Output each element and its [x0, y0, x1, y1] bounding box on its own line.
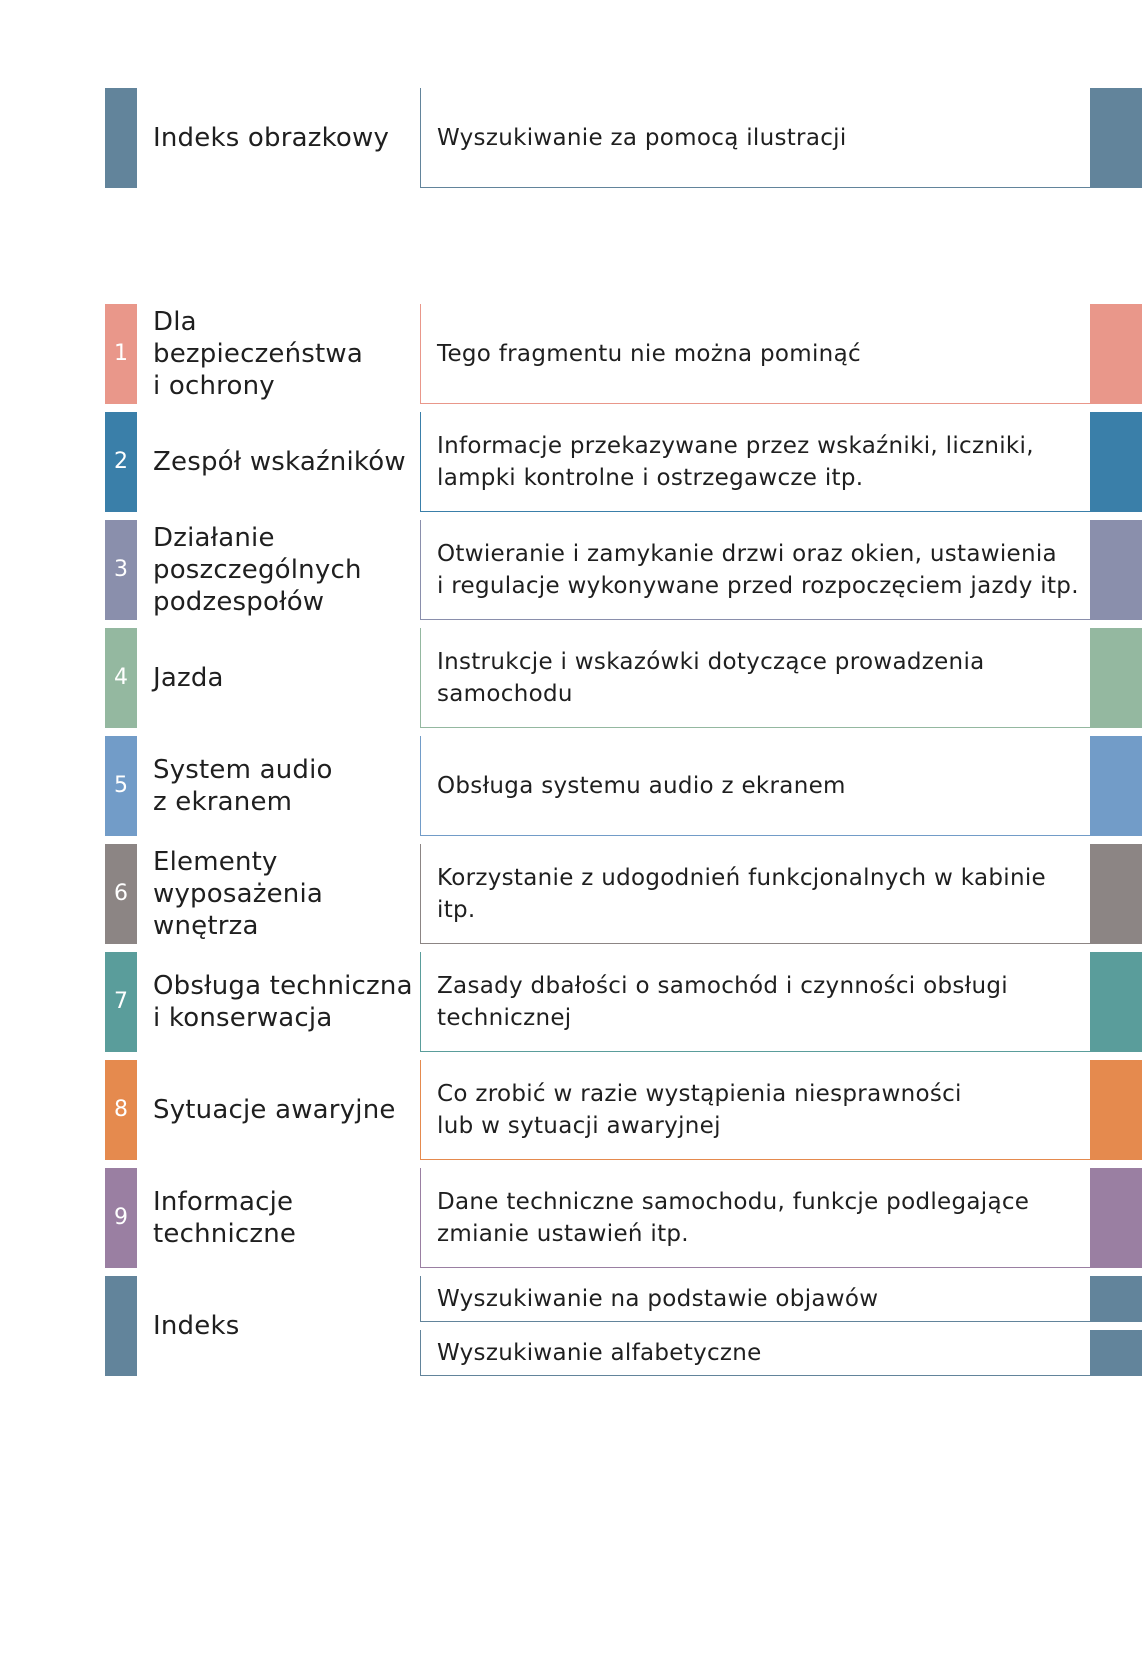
- section-number: 5: [114, 773, 128, 798]
- description-line: Informacje przekazywane przez wskaźniki, liczniki,: [437, 432, 1034, 459]
- section-number: 4: [114, 665, 128, 690]
- edge-tab[interactable]: [1090, 1330, 1142, 1376]
- title-line: Sytuacje awaryjne: [153, 1095, 396, 1125]
- section-row[interactable]: [0, 628, 1142, 728]
- edge-tab[interactable]: [1090, 304, 1142, 404]
- edge-tab[interactable]: [1090, 1060, 1142, 1160]
- section-row[interactable]: [0, 844, 1142, 944]
- title-line: i ochrony: [153, 371, 275, 401]
- section-title: Indeks obrazkowy: [153, 123, 390, 153]
- title-line: Obsługa techniczna: [153, 971, 413, 1001]
- section-title: [153, 662, 415, 694]
- section-row[interactable]: [0, 1168, 1142, 1268]
- title-line: Zespół wskaźników: [153, 447, 406, 477]
- section-description: [437, 538, 1080, 602]
- section-description: [437, 646, 1080, 710]
- description-box[interactable]: [420, 412, 1090, 512]
- edge-tab[interactable]: [1090, 736, 1142, 836]
- description-line: Obsługa systemu audio z ekranem: [437, 772, 846, 799]
- description-line: Korzystanie z udogodnień funkcjonalnych w kabinie itp.: [437, 864, 1046, 923]
- index-item[interactable]: [420, 1276, 1142, 1322]
- edge-tab[interactable]: [1090, 952, 1142, 1052]
- description-line: lampki kontrolne i ostrzegawcze itp.: [437, 464, 864, 491]
- title-line: wnętrza: [153, 911, 259, 941]
- description-line: samochodu: [437, 680, 573, 707]
- edge-tab[interactable]: [1090, 1168, 1142, 1268]
- description-line: Co zrobić w razie wystąpienia niesprawności: [437, 1080, 962, 1107]
- description-box[interactable]: [420, 88, 1090, 188]
- description-line: lub w sytuacji awaryjnej: [437, 1112, 721, 1139]
- section-row[interactable]: [0, 1060, 1142, 1160]
- section-description: Wyszukiwanie za pomocą ilustracji: [437, 124, 847, 151]
- description-line: Instrukcje i wskazówki dotyczące prowadzenia: [437, 648, 985, 675]
- description-box: [420, 1330, 1090, 1376]
- title-line: poszczególnych: [153, 555, 362, 585]
- title-line: techniczne: [153, 1219, 297, 1249]
- index-item[interactable]: [420, 1330, 1142, 1376]
- description-box[interactable]: [420, 952, 1090, 1052]
- section-description: [437, 1078, 1080, 1142]
- index-item-label: Wyszukiwanie na podstawie objawów: [437, 1285, 879, 1312]
- description-line: Tego fragmentu nie można pominąć: [437, 340, 861, 367]
- section-title: [153, 754, 415, 818]
- color-tab: [105, 1276, 137, 1376]
- description-box[interactable]: [420, 1060, 1090, 1160]
- section-description: [437, 770, 1080, 802]
- title-line: i konserwacja: [153, 1003, 333, 1033]
- title-line: Informacje: [153, 1187, 294, 1217]
- description-line: Otwieranie i zamykanie drzwi oraz okien, ustawienia: [437, 540, 1057, 567]
- section-title: [153, 446, 415, 478]
- section-description: [437, 970, 1080, 1034]
- section-title: Indeks: [153, 1311, 240, 1341]
- section-title: [153, 1186, 415, 1250]
- section-row[interactable]: [0, 304, 1142, 404]
- description-line: zmianie ustawień itp.: [437, 1220, 689, 1247]
- section-number: 9: [114, 1205, 128, 1230]
- section-title: [153, 306, 415, 402]
- edge-tab[interactable]: [1090, 412, 1142, 512]
- edge-tab[interactable]: [1090, 844, 1142, 944]
- title-line: Dla bezpieczeństwa: [153, 307, 364, 369]
- section-row[interactable]: [0, 412, 1142, 512]
- description-box[interactable]: [420, 628, 1090, 728]
- section-number: 1: [114, 341, 128, 366]
- title-line: System audio: [153, 755, 333, 785]
- section-title: [153, 522, 415, 618]
- section-description: [437, 1186, 1080, 1250]
- edge-tab[interactable]: [1090, 520, 1142, 620]
- description-box[interactable]: [420, 1168, 1090, 1268]
- section-description: [437, 338, 1080, 370]
- section-number: 7: [114, 989, 128, 1014]
- description-line: i regulacje wykonywane przed rozpoczęciem jazdy itp.: [437, 572, 1079, 599]
- title-line: Elementy: [153, 847, 278, 877]
- description-line: Dane techniczne samochodu, funkcje podlegające: [437, 1188, 1030, 1215]
- edge-tab[interactable]: [1090, 628, 1142, 728]
- section-description: [437, 862, 1080, 926]
- section-title: [153, 1094, 415, 1126]
- title-line: Działanie: [153, 523, 275, 553]
- picture-index-row[interactable]: [0, 88, 1142, 188]
- color-tab: [105, 88, 137, 188]
- index-item-label: Wyszukiwanie alfabetyczne: [437, 1339, 762, 1366]
- description-box[interactable]: [420, 844, 1090, 944]
- description-line: Zasady dbałości o samochód i czynności obsługi: [437, 972, 1008, 999]
- section-number: 3: [114, 557, 128, 582]
- section-title: [153, 846, 415, 942]
- index-row: [0, 1276, 1142, 1376]
- title-line: Jazda: [153, 663, 224, 693]
- section-number: 6: [114, 881, 128, 906]
- description-box: [420, 1276, 1090, 1322]
- section-number: 2: [114, 449, 128, 474]
- description-box[interactable]: [420, 736, 1090, 836]
- edge-tab[interactable]: [1090, 88, 1142, 188]
- description-box[interactable]: [420, 304, 1090, 404]
- edge-tab[interactable]: [1090, 1276, 1142, 1322]
- section-row[interactable]: [0, 520, 1142, 620]
- section-description: [437, 430, 1080, 494]
- section-row[interactable]: [0, 952, 1142, 1052]
- description-box[interactable]: [420, 520, 1090, 620]
- title-line: wyposażenia: [153, 879, 324, 909]
- title-line: z ekranem: [153, 787, 293, 817]
- section-row[interactable]: [0, 736, 1142, 836]
- description-line: technicznej: [437, 1004, 572, 1031]
- section-number: 8: [114, 1097, 128, 1122]
- title-line: podzespołów: [153, 587, 325, 617]
- section-title: [153, 970, 415, 1034]
